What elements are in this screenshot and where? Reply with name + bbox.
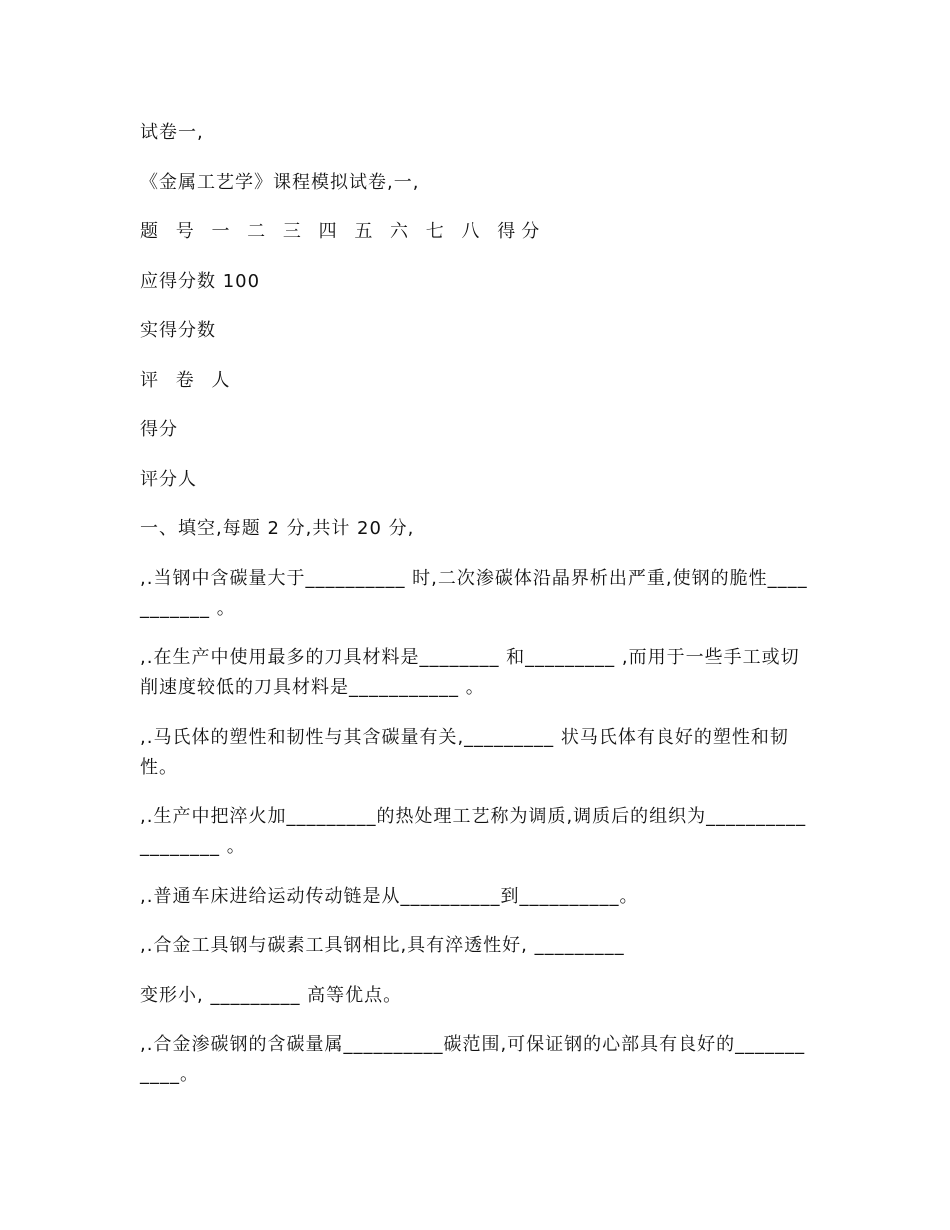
section-heading-fill-blank: 一、填空,每题 2 分,共计 20 分, (140, 518, 415, 539)
actual-score-row: 实得分数 (140, 320, 216, 341)
score-label: 得分 (140, 419, 178, 440)
total-score-row: 应得分数 100 (140, 270, 261, 292)
exam-title: 试卷一, (140, 122, 204, 143)
question-3: ,.马氏体的塑性和韧性与其含碳量有关,_________ 状马氏体有良好的塑性和韧性。 (140, 726, 789, 778)
question-1: ,.当钢中含碳量大于__________ 时,二次渗碳体沿晶界析出严重,使钢的脆性___________ 。 (140, 567, 808, 619)
question-6-part-1: ,.合金工具钢与碳素工具钢相比,具有淬透性好, _________ (140, 935, 625, 956)
question-6-part-2: 变形小, _________ 高等优点。 (140, 984, 403, 1006)
question-7: ,.合金渗碳钢的含碳量属__________碳范围,可保证钢的心部具有良好的___________。 (140, 1034, 806, 1085)
scorer-label: 评分人 (140, 468, 197, 490)
exam-document (140, 118, 812, 1110)
question-4: ,.生产中把淬火加_________的热处理工艺称为调质,调质后的组织为__________________ 。 (140, 806, 807, 857)
score-table-header: 题 号 一 二 三 四 五 六 七 八 得分 (140, 221, 546, 242)
question-5: ,.普通车床进给运动传动链是从__________到__________。 (140, 885, 639, 907)
course-title: 《金属工艺学》课程模拟试卷,一, (140, 171, 420, 193)
grader-row: 评 卷 人 (140, 369, 236, 391)
question-2: ,.在生产中使用最多的刀具材料是________ 和_________ ,而用于一些手工或切削速度较低的刀具材料是___________ 。 (140, 647, 800, 698)
